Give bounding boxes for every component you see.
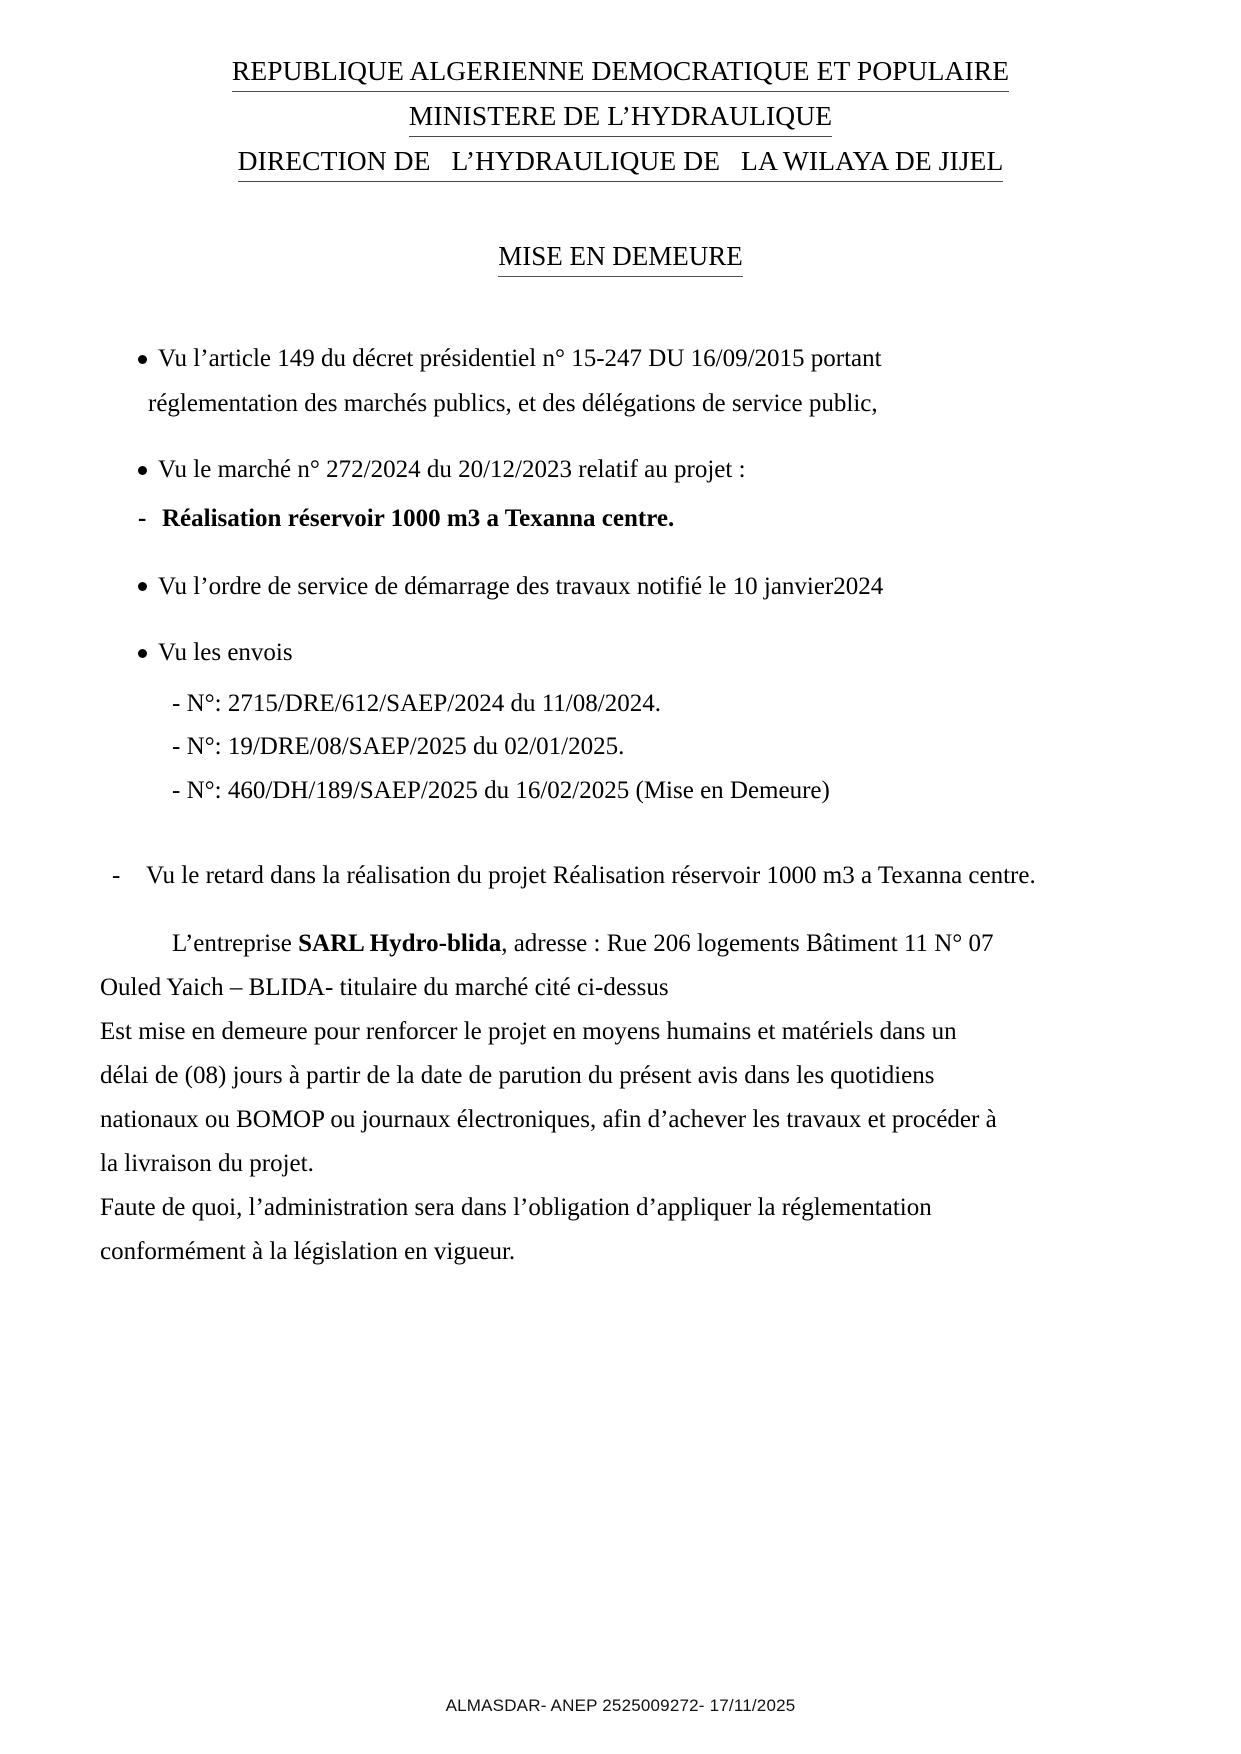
header-line-republic-text: REPUBLIQUE ALGERIENNE DEMOCRATIQUE ET POPULAIRE	[232, 54, 1009, 92]
dash-marker: -	[138, 504, 147, 532]
dash-marker: -	[112, 862, 121, 889]
project-name-text: Réalisation réservoir 1000 m3 a Texanna centre.	[162, 504, 675, 532]
notice-line-2: délai de (08) jours à partir de la date de parution du présent avis dans les quotidiens	[100, 1062, 935, 1089]
project-name-item	[100, 499, 1141, 539]
clause-ordre-service-text: Vu l’ordre de service de démarrage des travaux notifié le 10 janvier2024	[158, 572, 884, 600]
document-body	[100, 337, 1141, 1274]
reference-item: - N°: 460/DH/189/SAEP/2025 du 16/02/2025 (Mise en Demeure)	[172, 776, 830, 804]
notice-line-1: Est mise en demeure pour renforcer le projet en moyens humains et matériels dans un	[100, 1018, 957, 1045]
header-line-republic	[100, 48, 1141, 93]
header-line-ministry	[100, 93, 1141, 138]
page-title	[100, 239, 1141, 277]
document-header	[100, 48, 1141, 183]
clause-article	[100, 337, 1141, 426]
company-paragraph-line2	[100, 966, 1141, 1010]
notice-paragraph	[100, 1010, 1141, 1274]
company-lead-text: L’entreprise	[172, 930, 299, 957]
notice-line-4: la livraison du projet.	[100, 1150, 314, 1177]
reference-item: - N°: 2715/DRE/612/SAEP/2024 du 11/08/2024.	[172, 689, 661, 717]
clause-marche	[100, 448, 1141, 493]
clause-envois-text: Vu les envois	[158, 639, 293, 666]
clause-article-line2: réglementation des marchés publics, et des délégations de service public,	[148, 389, 878, 417]
company-address-text: , adresse : Rue 206 logements Bâtiment 11 N° 07	[501, 930, 994, 957]
notice-line-5: Faute de quoi, l’administration sera dans l’obligation d’appliquer la réglementation	[100, 1194, 932, 1221]
notice-line-3: nationaux ou BOMOP ou journaux électroniques, afin d’achever les travaux et procéder à	[100, 1106, 997, 1133]
spacer	[100, 615, 1141, 631]
spacer	[100, 432, 1141, 448]
company-paragraph	[100, 922, 1141, 966]
notice-line-6: conformément à la législation en vigueur.	[100, 1238, 516, 1265]
clause-retard-text: Vu le retard dans la réalisation du projet Réalisation réservoir 1000 m3 a Texanna centre.	[146, 862, 1036, 889]
bullet-dot-icon	[138, 582, 147, 591]
clause-envois	[100, 631, 1141, 676]
bullet-dot-icon	[138, 649, 147, 658]
reference-item: - N°: 19/DRE/08/SAEP/2025 du 02/01/2025.	[172, 733, 625, 760]
clause-marche-text: Vu le marché n° 272/2024 du 20/12/2023 relatif au projet :	[158, 456, 746, 483]
header-line-ministry-text: MINISTERE DE L’HYDRAULIQUE	[409, 99, 832, 137]
header-line-direction-text: DIRECTION DE L’HYDRAULIQUE DE LA WILAYA DE JIJEL	[238, 144, 1004, 182]
company-name: SARL Hydro-blida	[298, 930, 502, 957]
page-title-text: MISE EN DEMEURE	[498, 239, 743, 277]
clause-article-line1: Vu l’article 149 du décret présidentiel n° 15-247 DU 16/09/2015 portant	[158, 345, 882, 372]
clause-retard	[100, 856, 1141, 896]
page-footer: ALMASDAR- ANEP 2525009272- 17/11/2025	[445, 1696, 796, 1715]
clause-ordre-service	[100, 565, 1141, 610]
header-line-direction	[100, 138, 1141, 183]
bullet-dot-icon	[138, 466, 147, 475]
bullet-dot-icon	[138, 355, 147, 364]
company-location-text: Ouled Yaich – BLIDA- titulaire du marché cité ci-dessus	[100, 974, 669, 1001]
spacer	[100, 539, 1141, 565]
